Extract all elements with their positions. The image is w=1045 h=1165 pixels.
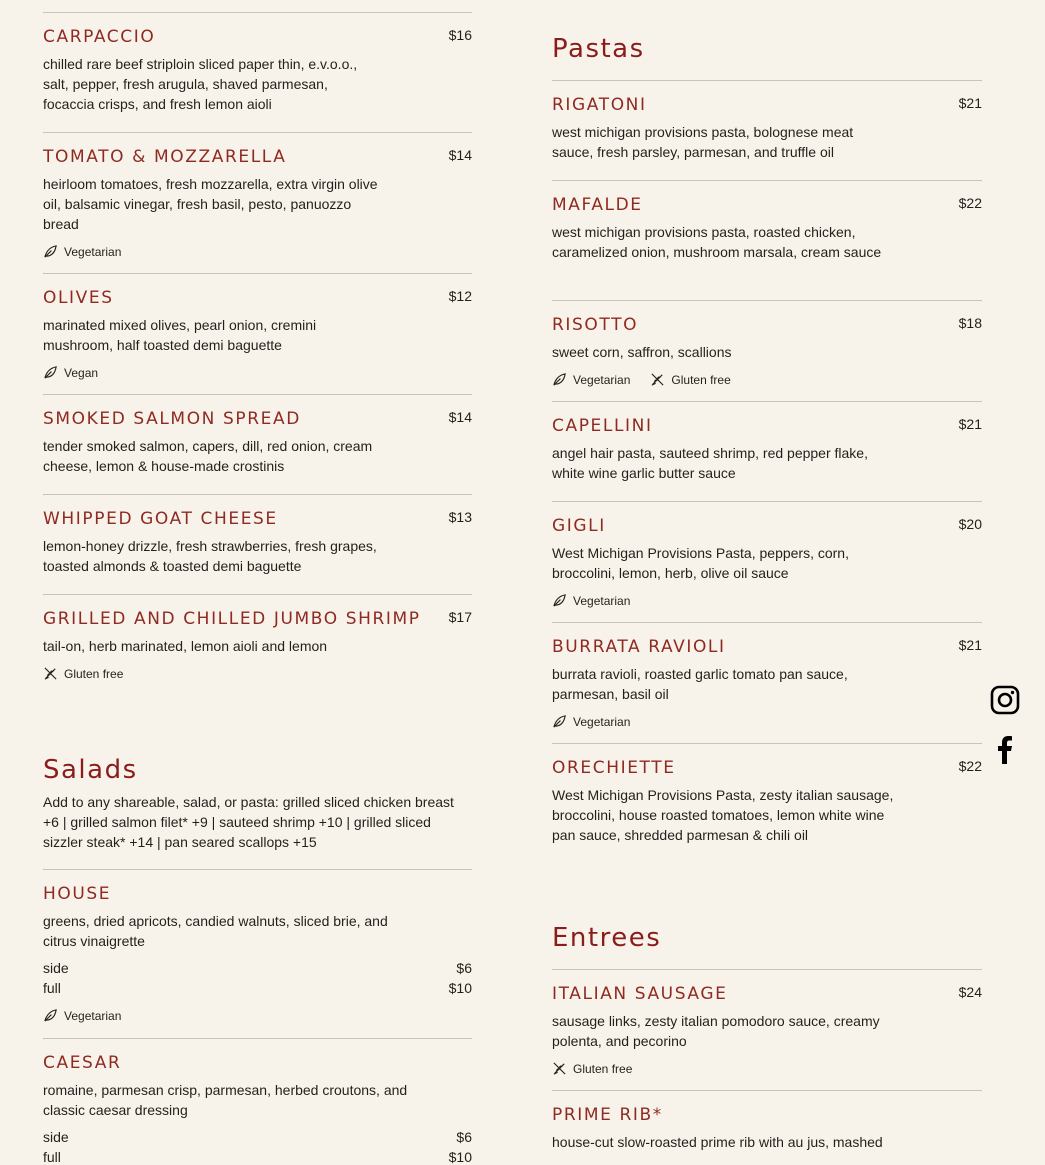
menu-item	[552, 401, 982, 502]
item-name: CAPELLINI	[552, 416, 653, 436]
item-description: west michigan provisions pasta, roasted chicken, caramelized onion, mushroom marsala, cream sauce	[552, 224, 882, 260]
item-name: MAFALDE	[552, 195, 643, 215]
menu-item	[43, 273, 472, 395]
item-description: heirloom tomatoes, fresh mozzarella, extra virgin olive oil, balsamic vinegar, fresh basil, pesto, panuozzo bread	[43, 176, 378, 232]
size-row-side	[43, 1129, 472, 1145]
item-description: lemon-honey drizzle, fresh strawberries, fresh grapes, toasted almonds & toasted demi baguette	[43, 538, 377, 574]
leaf-icon	[552, 593, 567, 608]
leaf-icon	[552, 372, 567, 387]
gluten-free-tag	[552, 1061, 632, 1076]
salads-add-on-note: Add to any shareable, salad, or pasta: grilled sliced chicken breast +6 | grilled salmon filet* +9 | sauteed shrimp +10 | grilled sliced sizzler steak* +14 | pan seared scallops +15	[43, 794, 454, 850]
tag-label: Gluten free	[671, 372, 731, 387]
menu-item	[43, 12, 472, 133]
item-price: $21	[958, 637, 982, 653]
section-title-salads: Salads	[43, 755, 138, 785]
item-price: $13	[448, 509, 472, 525]
item-name: HOUSE	[43, 884, 112, 904]
item-price: $21	[958, 95, 982, 111]
vegan-tag	[43, 365, 98, 380]
item-name: PRIME RIB*	[552, 1105, 663, 1125]
tag-label: Gluten free	[573, 1061, 633, 1076]
item-description: chilled rare beef striploin sliced paper thin, e.v.o.o., salt, pepper, fresh arugula, shaved parmesan, focaccia crisps, and fresh lemon aioli	[43, 56, 358, 112]
size-row-full	[43, 1149, 472, 1165]
size-price: $10	[448, 980, 472, 996]
size-row-side	[43, 960, 472, 976]
item-description: angel hair pasta, sauteed shrimp, red pepper flake, white wine garlic butter sauce	[552, 445, 868, 481]
item-price: $21	[958, 416, 982, 432]
menu-item	[552, 80, 982, 181]
vegetarian-tag	[552, 714, 630, 729]
item-description: greens, dried apricots, candied walnuts, sliced brie, and citrus vinaigrette	[43, 913, 388, 949]
size-price: $6	[456, 1129, 472, 1145]
dietary-tags	[43, 244, 121, 259]
menu-item	[552, 501, 982, 623]
menu-item	[43, 869, 472, 1039]
item-name: TOMATO & MOZZARELLA	[43, 147, 287, 167]
menu-item	[43, 394, 472, 495]
size-label: side	[43, 960, 69, 976]
item-description: sausage links, zesty italian pomodoro sauce, creamy polenta, and pecorino	[552, 1013, 880, 1049]
item-name: BURRATA RAVIOLI	[552, 637, 726, 657]
vegetarian-tag	[552, 372, 630, 387]
item-description: burrata ravioli, roasted garlic tomato pan sauce, parmesan, basil oil	[552, 666, 848, 702]
menu-item	[43, 1038, 472, 1165]
leaf-icon	[43, 244, 58, 259]
no-wheat-icon	[552, 1061, 567, 1076]
item-description: West Michigan Provisions Pasta, zesty italian sausage, broccolini, house roasted tomatoes, lemon white wine pan sauce, shredded parmesan & chili oil	[552, 787, 894, 843]
dietary-tags	[43, 666, 123, 681]
tag-label: Vegetarian	[573, 593, 631, 608]
size-label: full	[43, 980, 61, 996]
tag-label: Vegan	[64, 365, 99, 380]
dietary-tags	[552, 593, 630, 608]
vegetarian-tag	[552, 593, 630, 608]
no-wheat-icon	[43, 666, 58, 681]
gluten-free-tag	[43, 666, 123, 681]
menu-item	[552, 743, 982, 864]
leaf-icon	[43, 1008, 58, 1023]
item-price: $24	[958, 984, 982, 1000]
item-name: GIGLI	[552, 516, 606, 536]
item-name: GRILLED AND CHILLED JUMBO SHRIMP	[43, 609, 421, 629]
leaf-icon	[552, 714, 567, 729]
size-label: side	[43, 1129, 69, 1145]
item-price: $14	[448, 409, 472, 425]
menu-item	[552, 1090, 982, 1154]
dietary-tags	[552, 714, 630, 729]
size-label: full	[43, 1149, 61, 1165]
instagram-link[interactable]	[990, 685, 1020, 720]
item-description: marinated mixed olives, pearl onion, cremini mushroom, half toasted demi baguette	[43, 317, 317, 353]
item-description: tail-on, herb marinated, lemon aioli and lemon	[43, 638, 328, 654]
item-name: CAESAR	[43, 1053, 122, 1073]
tag-label: Vegetarian	[64, 244, 122, 259]
item-name: RISOTTO	[552, 315, 639, 335]
menu-item	[552, 969, 982, 1091]
tag-label: Gluten free	[64, 666, 124, 681]
vegetarian-tag	[43, 1008, 121, 1023]
item-name: CARPACCIO	[43, 27, 156, 47]
item-name: WHIPPED GOAT CHEESE	[43, 509, 278, 529]
menu-item	[552, 180, 982, 301]
no-wheat-icon	[650, 372, 665, 387]
dietary-tags	[43, 365, 98, 380]
dietary-tags	[552, 372, 731, 387]
tag-label: Vegetarian	[573, 372, 631, 387]
item-name: OLIVES	[43, 288, 114, 308]
vegetarian-tag	[43, 244, 121, 259]
item-price: $14	[448, 147, 472, 163]
item-price: $12	[448, 288, 472, 304]
item-price: $22	[958, 195, 982, 211]
tag-label: Vegetarian	[64, 1008, 122, 1023]
item-price: $17	[448, 609, 472, 625]
menu-item	[43, 494, 472, 595]
item-price: $16	[448, 27, 472, 43]
tag-label: Vegetarian	[573, 714, 631, 729]
size-price: $10	[448, 1149, 472, 1165]
item-description: house-cut slow-roasted prime rib with au jus, mashed	[552, 1134, 883, 1150]
item-description: sweet corn, saffron, scallions	[552, 344, 732, 360]
item-name: ITALIAN SAUSAGE	[552, 984, 728, 1004]
facebook-link[interactable]	[990, 734, 1020, 769]
item-price: $18	[958, 315, 982, 331]
dietary-tags	[552, 1061, 632, 1076]
item-description: romaine, parmesan crisp, parmesan, herbed croutons, and classic caesar dressing	[43, 1082, 408, 1118]
leaf-icon	[43, 365, 58, 380]
item-description: tender smoked salmon, capers, dill, red onion, cream cheese, lemon & house-made crostinis	[43, 438, 373, 474]
menu-item	[552, 622, 982, 744]
section-title-pastas: Pastas	[552, 34, 645, 64]
menu-item	[43, 132, 472, 274]
size-row-full	[43, 980, 472, 996]
item-price: $22	[958, 758, 982, 774]
menu-item	[552, 300, 982, 402]
menu-item	[43, 594, 472, 695]
size-price: $6	[456, 960, 472, 976]
item-description: west michigan provisions pasta, bolognese meat sauce, fresh parsley, parmesan, and truffle oil	[552, 124, 854, 160]
item-description: West Michigan Provisions Pasta, peppers, corn, broccolini, lemon, herb, olive oil sauce	[552, 545, 849, 581]
item-name: SMOKED SALMON SPREAD	[43, 409, 301, 429]
item-name: RIGATONI	[552, 95, 647, 115]
facebook-icon	[990, 734, 1020, 764]
item-price: $20	[958, 516, 982, 532]
section-title-entrees: Entrees	[552, 923, 662, 953]
dietary-tags	[43, 1008, 121, 1023]
instagram-icon	[990, 685, 1020, 715]
item-name: ORECHIETTE	[552, 758, 676, 778]
gluten-free-tag	[650, 372, 730, 387]
